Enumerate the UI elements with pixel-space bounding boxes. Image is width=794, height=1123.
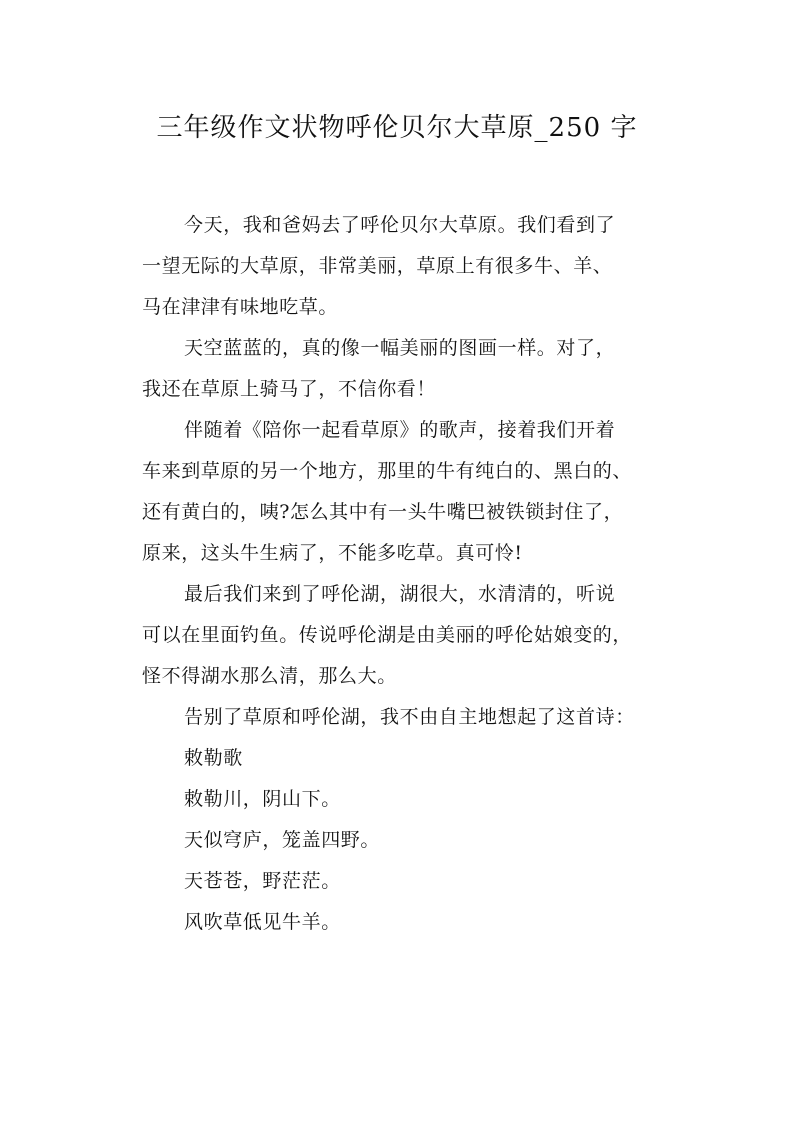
paragraph-line: 车来到草原的另一个地方，那里的牛有纯白的、黑白的、 <box>142 460 633 482</box>
poem-title: 敕勒歌 <box>184 747 243 769</box>
paragraph-4 <box>142 574 672 697</box>
poem-line: 风吹草低见牛羊。 <box>184 911 341 933</box>
paragraph-5 <box>142 697 672 738</box>
paragraph-line: 我还在草原上骑马了，不信你看！ <box>142 378 437 400</box>
paragraph-line: 最后我们来到了呼伦湖，湖很大，水清清的，听说 <box>184 583 616 605</box>
paragraph-line: 天空蓝蓝的，真的像一幅美丽的图画一样。对了， <box>184 337 616 359</box>
paragraph-line: 马在津津有味地吃草。 <box>142 296 339 318</box>
paragraph-2 <box>142 328 672 410</box>
poem-line: 敕勒川，阴山下。 <box>184 788 341 810</box>
paragraph-line: 怪不得湖水那么清，那么大。 <box>142 665 397 687</box>
poem-line: 天似穹庐，笼盖四野。 <box>184 829 381 851</box>
paragraph-line: 一望无际的大草原，非常美丽，草原上有很多牛、羊、 <box>142 255 613 277</box>
document-body <box>142 205 672 943</box>
paragraph-line: 可以在里面钓鱼。传说呼伦湖是由美丽的呼伦姑娘变的， <box>142 624 633 646</box>
paragraph-line: 今天，我和爸妈去了呼伦贝尔大草原。我们看到了 <box>184 214 616 236</box>
paragraph-3 <box>142 410 672 574</box>
paragraph-1 <box>142 205 672 328</box>
paragraph-line: 还有黄白的，咦?怎么其中有一头牛嘴巴被铁锁封住了， <box>142 501 624 523</box>
document-title: 三年级作文状物呼伦贝尔大草原_250 字 <box>156 113 638 143</box>
poem-line: 天苍苍，野茫茫。 <box>184 870 341 892</box>
paragraph-line: 原来，这头牛生病了，不能多吃草。真可怜! <box>142 542 523 564</box>
paragraph-line: 告别了草原和呼伦湖，我不由自主地想起了这首诗： <box>184 706 635 728</box>
paragraph-line: 伴随着《陪你一起看草原》的歌声，接着我们开着 <box>184 419 616 441</box>
